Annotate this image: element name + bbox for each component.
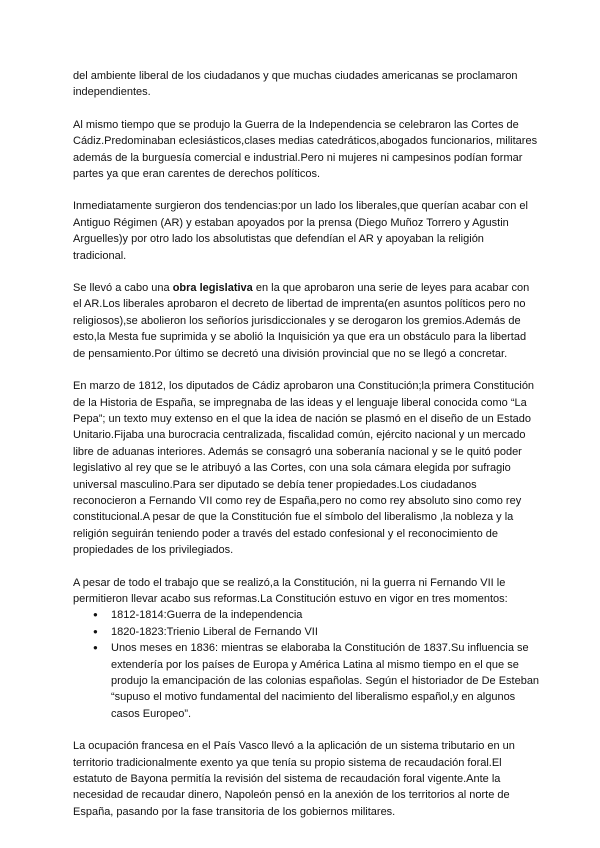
paragraph-pais-vasco: La ocupación francesa en el País Vasco llevó a la aplicación de un sistema tributario en un territorio tradicionalmente exento ya que tenía su propio sistema de recaudación foral.El estatuto de Bayona permitía la revisión del sistema de recaudación foral vigente.Ante la necesidad de recaudar dinero, Napoleón pensó en la anexión de los territorios al norte de España, pasando por la fase transitoria de los gobiernos militares. (73, 740, 515, 818)
paragraph-obra-legislativa (73, 280, 540, 362)
bullet-list (73, 607, 540, 722)
text-span: Se llevó a cabo una (73, 282, 173, 295)
paragraph-cortes-cadiz: Al mismo tiempo que se produjo la Guerra de la Independencia se celebraron las Cortes de Cádiz.Predominaban eclesiásticos,clases medias catedráticos,abogados funcionarios, militares además de la burguesía comercial e industrial.Pero ni mujeres ni campesinos podían formar partes ya que eran carentes de derechos políticos. (73, 118, 538, 181)
bold-term: obra legislativa (172, 282, 253, 295)
paragraph-tendencias: Inmediatamente surgieron dos tendencias:por un lado los liberales,que querían acabar con el Antiguo Régimen (AR) y estaban apoyados por la prensa (Diego Muñoz Torrero y Agustin Arguelles)y por otro lado los absolutistas que defendían el AR y apoyaban la religión tradicional. (73, 200, 528, 262)
paragraph-intro: del ambiente liberal de los ciudadanos y que muchas ciudades americanas se proclamaron independientes. (73, 70, 518, 99)
paragraph-constitucion-1812: En marzo de 1812, los diputados de Cádiz aprobaron una Constitución;la primera Constitución de la Historia de España, se impregnaba de las ideas y el lenguaje liberal conocida como “La Pepa”; un texto muy extenso en el que la idea de nación se plasmó en el diseño de un Estado Unitario.Fijaba una burocracia centralizada, fiscalidad común, ejército nacional y un mercado libre de aduanas interiores. Además se consagró una soberanía nacional y se le quitó poder legislativo al rey que se le atribuyó a las Cortes, con una sola cámara elegida por sufragio universal masculino.Para ser diputado se debía tener propiedades.Los ciudadanos reconocieron a Fernando VII como rey de España,pero no como rey absoluto sino como rey constitucional.A pesar de que la Constitución fue el símbolo del liberalismo ,la nobleza y la religión seguirán teniendo poder a través del estado confesional y el reconocimiento de propiedades de los privilegiados. (73, 380, 535, 557)
list-item: ● Unos meses en 1836: mientras se elaboraba la Constitución de 1837.Su influencia se extendería por los países de Europa y América Latina al mismo tiempo en el que se produjo la emancipación de las colonias españolas. Según el historiador de De Esteban “supuso el motivo fundamental del nacimiento del liberalismo español,y en algunos casos Europeo”. (99, 640, 540, 722)
paragraph-vigencia: A pesar de todo el trabajo que se realizó,a la Constitución, ni la guerra ni Fernando VII le permitieron llevar acabo sus reformas.La Constitución estuvo en vigor en tres momentos: (73, 576, 508, 605)
list-item: ● 1820-1823:Trienio Liberal de Fernando VII (99, 624, 540, 640)
list-item: ● 1812-1814:Guerra de la independencia (99, 607, 540, 623)
text-span: en la que aprobaron una serie de leyes para acabar con el AR.Los liberales aprobaron el decreto de libertad de imprenta(en asuntos políticos pero no religiosos),se abolieron los señoríos jurisdiccionales y se derogaron los gremios.Además de esto,la Mesta fue suprimida y se abolió la Inquisición ya que era un obstáculo para la libertad de pensamiento.Por último se decretó una división provincial que no se llegó a concretar. (73, 282, 530, 360)
